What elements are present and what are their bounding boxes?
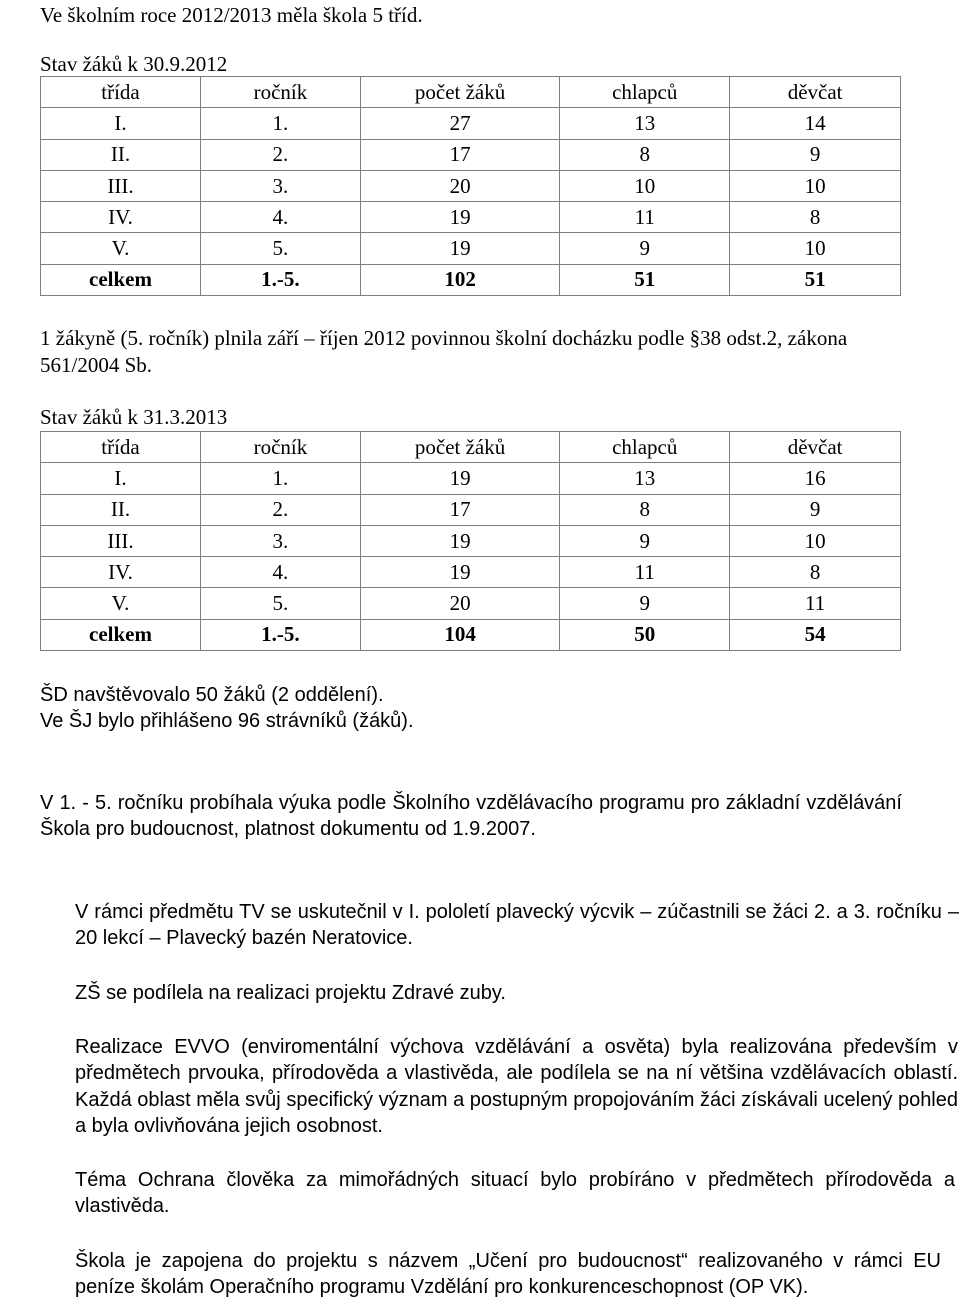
sd-line: ŠD navštěvovalo 50 žáků (2 oddělení). xyxy=(40,684,384,706)
cell: 1. xyxy=(200,463,360,494)
header-grade: ročník xyxy=(200,77,360,108)
cell: 1. xyxy=(200,108,360,139)
cell: 13 xyxy=(560,108,730,139)
cell: V. xyxy=(41,233,201,264)
cell: 4. xyxy=(200,202,360,233)
sj-line: Ve ŠJ bylo přihlášeno 96 strávníků (žáků). xyxy=(40,710,414,732)
cell: 54 xyxy=(730,619,901,650)
table-row xyxy=(41,202,901,233)
evvo-paragraph: Realizace EVVO (enviromentální výchova vzdělávání a osvěta) byla realizována především v předmětech prvouka, přírodověda a vlastivěda, ale podílela se na ní většina vzdělávacích oblastí. Každá oblast měla svůj specifický význam a postupným propojováním žáci získávali ucelený pohled a byla ovlivňována jejich osobnost. xyxy=(75,1036,958,1137)
cell: 17 xyxy=(360,139,559,170)
cell: 20 xyxy=(360,588,559,619)
cell: III. xyxy=(41,525,201,556)
cell: 27 xyxy=(360,108,559,139)
cell: 19 xyxy=(360,233,559,264)
cell: 16 xyxy=(730,463,901,494)
cell: 51 xyxy=(560,264,730,295)
cell: V. xyxy=(41,588,201,619)
header-class: třída xyxy=(41,77,201,108)
cell: 10 xyxy=(560,170,730,201)
table-row xyxy=(41,170,901,201)
table-enrollment-march xyxy=(40,431,901,651)
cell: 1.-5. xyxy=(200,264,360,295)
note-line-1: 1 žákyně (5. ročník) plnila září – říjen 2012 povinnou školní docházku podle §38 odst.2, zákona xyxy=(40,326,848,350)
cell: celkem xyxy=(41,619,201,650)
program-paragraph: V 1. - 5. ročníku probíhala výuka podle Školního vzdělávacího programu pro základní vzdělávání Škola pro budoucnost, platnost dokumentu od 1.9.2007. xyxy=(40,792,902,841)
cell: 5. xyxy=(200,588,360,619)
table-row xyxy=(41,463,901,494)
cell: 9 xyxy=(560,588,730,619)
cell: I. xyxy=(41,463,201,494)
table-header-row xyxy=(41,432,901,463)
cell: 5. xyxy=(200,233,360,264)
cell: 2. xyxy=(200,494,360,525)
table-row xyxy=(41,108,901,139)
intro-line: Ve školním roce 2012/2013 měla škola 5 tříd. xyxy=(40,3,423,27)
cell: IV. xyxy=(41,557,201,588)
table-row xyxy=(41,494,901,525)
eu-paragraph: Škola je zapojena do projektu s názvem „Učení pro budoucnost“ realizovaného v rámci EU peníze školám Operačního programu Vzdělání pro konkurenceschopnost (OP VK). xyxy=(75,1250,941,1299)
table2-caption: Stav žáků k 31.3.2013 xyxy=(40,405,228,429)
table-header-row xyxy=(41,77,901,108)
header-class: třída xyxy=(41,432,201,463)
cell: 3. xyxy=(200,525,360,556)
cell: 102 xyxy=(360,264,559,295)
table-row xyxy=(41,525,901,556)
tema-paragraph: Téma Ochrana člověka za mimořádných situací bylo probíráno v předmětech přírodověda a vlastivěda. xyxy=(75,1169,955,1218)
table-total-row xyxy=(41,264,901,295)
header-grade: ročník xyxy=(200,432,360,463)
header-pupils: počet žáků xyxy=(360,432,559,463)
cell: 9 xyxy=(730,494,901,525)
cell: 10 xyxy=(730,170,901,201)
table-row xyxy=(41,557,901,588)
zs-paragraph: ZŠ se podílela na realizaci projektu Zdravé zuby. xyxy=(75,982,506,1004)
cell: 19 xyxy=(360,557,559,588)
header-pupils: počet žáků xyxy=(360,77,559,108)
cell: II. xyxy=(41,494,201,525)
cell: 9 xyxy=(560,233,730,264)
cell: 8 xyxy=(730,557,901,588)
cell: 1.-5. xyxy=(200,619,360,650)
cell: 11 xyxy=(730,588,901,619)
cell: 3. xyxy=(200,170,360,201)
cell: 20 xyxy=(360,170,559,201)
cell: 8 xyxy=(560,494,730,525)
note-line-2: 561/2004 Sb. xyxy=(40,353,153,377)
cell: 19 xyxy=(360,202,559,233)
cell: 17 xyxy=(360,494,559,525)
table-total-row xyxy=(41,619,901,650)
cell: III. xyxy=(41,170,201,201)
cell: 2. xyxy=(200,139,360,170)
table-enrollment-sept xyxy=(40,76,901,296)
cell: 13 xyxy=(560,463,730,494)
table-row xyxy=(41,139,901,170)
cell: 51 xyxy=(730,264,901,295)
table1-caption: Stav žáků k 30.9.2012 xyxy=(40,52,228,76)
cell: 19 xyxy=(360,525,559,556)
cell: 9 xyxy=(730,139,901,170)
header-girls: děvčat xyxy=(730,77,901,108)
cell: I. xyxy=(41,108,201,139)
table-row xyxy=(41,588,901,619)
cell: celkem xyxy=(41,264,201,295)
cell: 11 xyxy=(560,202,730,233)
cell: II. xyxy=(41,139,201,170)
cell: 10 xyxy=(730,233,901,264)
table-row xyxy=(41,233,901,264)
cell: 11 xyxy=(560,557,730,588)
tv-paragraph: V rámci předmětu TV se uskutečnil v I. pololetí plavecký výcvik – zúčastnili se žáci 2. a 3. ročníku – 20 lekcí – Plavecký bazén Neratovice. xyxy=(75,901,959,950)
cell: 104 xyxy=(360,619,559,650)
cell: 8 xyxy=(560,139,730,170)
header-girls: děvčat xyxy=(730,432,901,463)
cell: 50 xyxy=(560,619,730,650)
cell: IV. xyxy=(41,202,201,233)
header-boys: chlapců xyxy=(560,432,730,463)
cell: 9 xyxy=(560,525,730,556)
cell: 10 xyxy=(730,525,901,556)
cell: 14 xyxy=(730,108,901,139)
cell: 19 xyxy=(360,463,559,494)
cell: 4. xyxy=(200,557,360,588)
cell: 8 xyxy=(730,202,901,233)
header-boys: chlapců xyxy=(560,77,730,108)
